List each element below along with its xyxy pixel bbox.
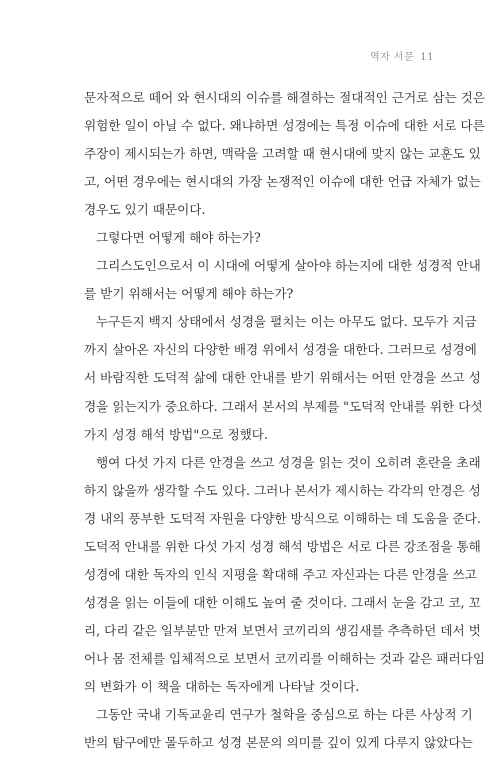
text-line: 경을 읽는지가 중요하다. 그래서 본서의 부제를 "도덕적 안내를 위한 다섯 <box>84 398 483 414</box>
text-line: 경우도 있기 때문이다. <box>84 202 206 218</box>
text-line: 행여 다섯 가지 다른 안경을 쓰고 성경을 읽는 것이 오히려 혼란을 초래 <box>96 454 481 470</box>
text-line: 누구든지 백지 상태에서 성경을 펼치는 이는 아무도 없다. 모두가 지금 <box>96 314 477 330</box>
text-line: 고, 어떤 경우에는 현시대의 가장 논쟁적인 이슈에 대한 언급 자체가 없는 <box>84 174 481 190</box>
text-line: 서 바람직한 도덕적 삶에 대한 안내를 받기 위해서는 어떤 안경을 쓰고 성 <box>84 370 481 386</box>
text-line: 까지 살아온 자신의 다양한 배경 위에서 성경을 대한다. 그러므로 성경에 <box>84 342 477 358</box>
running-header <box>370 48 434 63</box>
text-line: 그렇다면 어떻게 해야 하는가? <box>96 230 261 246</box>
text-line: 주장이 제시되는가 하면, 맥락을 고려할 때 현시대에 맞지 않는 교훈도 있 <box>84 146 481 162</box>
text-line: 성경을 읽는 이들에 대한 이해도 높여 줄 것이다. 그래서 눈을 감고 코, 꼬 <box>84 594 481 610</box>
text-line: 반의 탐구에만 몰두하고 성경 본문의 의미를 깊이 있게 다루지 않았다는 <box>84 735 473 751</box>
text-line: 위험한 일이 아닐 수 없다. 왜냐하면 성경에는 특정 이슈에 대한 서로 다른 <box>84 118 485 134</box>
body-text <box>84 84 485 757</box>
text-line: 리, 다리 같은 일부분만 만져 보면서 코끼리의 생김새를 추측하던 데서 벗 <box>84 622 481 638</box>
page-number: 11 <box>420 52 434 63</box>
text-line: 경 내의 풍부한 도덕적 자원을 다양한 방식으로 이해하는 데 도움을 준다. <box>84 510 481 526</box>
text-line: 그동안 국내 기독교윤리 연구가 철학을 중심으로 하는 다른 사상적 기 <box>96 707 473 723</box>
text-line: 를 받기 위해서는 어떻게 해야 하는가? <box>84 286 294 302</box>
section-title: 역자 서문 <box>369 52 415 63</box>
text-line: 의 변화가 이 책을 대하는 독자에게 나타날 것이다. <box>84 678 360 694</box>
text-line: 도덕적 안내를 위한 다섯 가지 성경 해석 방법은 서로 다른 강조점을 통해 <box>84 538 481 554</box>
text-line: 성경에 대한 독자의 인식 지평을 확대해 주고 자신과는 다른 안경을 쓰고 <box>84 566 477 582</box>
text-line: 문자적으로 떼어 와 현시대의 이슈를 해결하는 절대적인 근거로 삼는 것은 <box>84 90 485 105</box>
text-line: 하지 않을까 생각할 수도 있다. 그러나 본서가 제시하는 각각의 안경은 성 <box>84 482 481 498</box>
text-line: 어나 몸 전체를 입체적으로 보면서 코끼리를 이해하는 것과 같은 패러다임 <box>84 650 485 666</box>
text-line: 그리스도인으로서 이 시대에 어떻게 살아야 하는지에 대한 성경적 안내 <box>96 258 481 274</box>
text-line: 가지 성경 해석 방법"으로 정했다. <box>84 426 268 442</box>
